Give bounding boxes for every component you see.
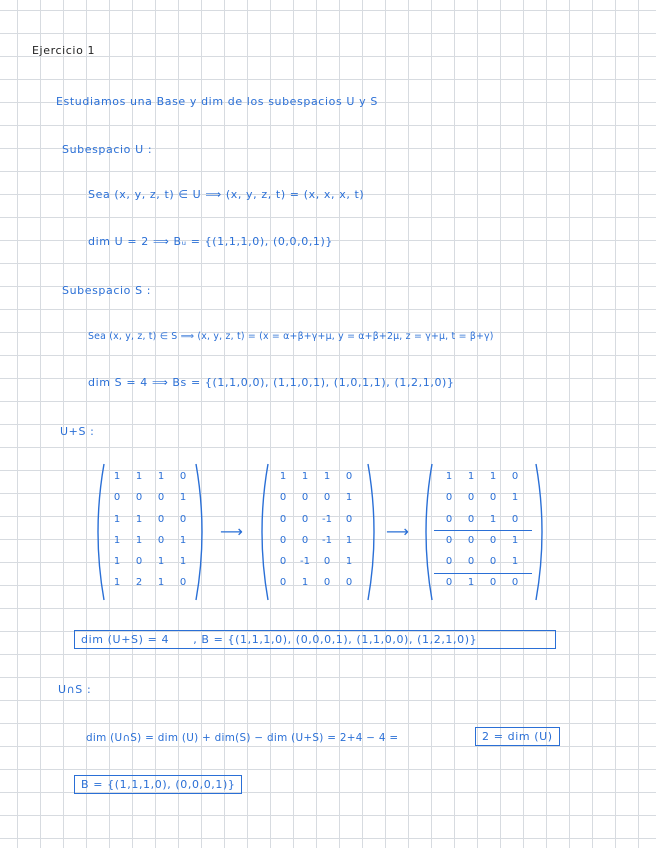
arrow-2: ⟶ xyxy=(386,522,409,541)
matrix-cell: 0 xyxy=(279,534,287,546)
row-strike xyxy=(434,573,532,574)
subspace-s-param: Sea (x, y, z, t) ∈ S ⟹ (x, y, z, t) = (x = α+β+γ+μ, y = α+β+2μ, z = γ+μ, t = β+γ) xyxy=(88,331,494,342)
subspace-u-heading: Subespacio U : xyxy=(62,143,153,156)
matrix-cell: 0 xyxy=(489,492,497,504)
matrix-cell: 1 xyxy=(467,471,475,482)
matrix-cell: -1 xyxy=(322,534,332,546)
sum-result-box xyxy=(74,630,556,649)
matrix-cell: 1 xyxy=(489,513,497,525)
matrix-cell: 0 xyxy=(445,534,453,546)
matrix-cell: 0 xyxy=(113,492,121,504)
subspace-s-basis: dim S = 4 ⟹ Bs = {(1,1,0,0), (1,1,0,1), (1,0,1,1), (1,2,1,0)} xyxy=(88,376,455,389)
matrix-cell: 0 xyxy=(445,556,453,568)
intersection-heading: U∩S : xyxy=(58,683,92,696)
matrix-cell: 0 xyxy=(511,471,519,482)
matrix-cell: 0 xyxy=(511,513,519,525)
matrix-1 xyxy=(92,462,208,602)
matrix-cell: 0 xyxy=(135,556,143,568)
matrix-cell: 1 xyxy=(467,577,475,589)
matrix-cell: 0 xyxy=(445,492,453,504)
right-paren-icon xyxy=(366,462,380,602)
matrix-cell: 0 xyxy=(489,556,497,568)
matrix-cell: 0 xyxy=(157,534,165,546)
right-paren-icon xyxy=(534,462,548,602)
subspace-u-basis: dim U = 2 ⟹ Bᵤ = {(1,1,1,0), (0,0,0,1)} xyxy=(88,235,334,248)
matrix-cell: 1 xyxy=(157,556,165,568)
matrix-cell: 1 xyxy=(345,492,353,504)
matrix-cell: 0 xyxy=(467,513,475,525)
matrix-cell: 0 xyxy=(489,577,497,589)
matrix-cell: 0 xyxy=(345,513,353,525)
matrix-cell: -1 xyxy=(300,556,310,568)
matrix-cell: 1 xyxy=(279,471,287,482)
subspace-u-param: Sea (x, y, z, t) ∈ U ⟹ (x, y, z, t) = (x, x, x, t) xyxy=(88,188,365,201)
matrix-1-grid xyxy=(106,466,194,594)
matrix-cell: 0 xyxy=(179,513,187,525)
matrix-cell: 1 xyxy=(323,471,331,482)
matrix-cell: 1 xyxy=(179,556,187,568)
intro-line: Estudiamos una Base y dim de los subespacios U y S xyxy=(56,95,378,108)
left-paren-icon xyxy=(256,462,270,602)
matrix-cell: 1 xyxy=(345,556,353,568)
matrix-cell: 1 xyxy=(113,577,121,589)
matrix-cell: 1 xyxy=(445,471,453,482)
matrix-cell: 0 xyxy=(323,556,331,568)
matrix-cell: 1 xyxy=(157,577,165,589)
arrow-1: ⟶ xyxy=(220,522,243,541)
matrix-cell: 0 xyxy=(467,492,475,504)
matrix-cell: 0 xyxy=(323,577,331,589)
matrix-cell: 1 xyxy=(157,471,165,482)
matrix-cell: 0 xyxy=(489,534,497,546)
matrix-cell: 1 xyxy=(135,471,143,482)
matrix-2-grid xyxy=(272,466,360,594)
subspace-s-heading: Subespacio S : xyxy=(62,284,152,297)
intersection-formula: dim (U∩S) = dim (U) + dim(S) − dim (U+S) = 2+4 − 4 = xyxy=(86,732,399,744)
matrix-cell: 0 xyxy=(323,492,331,504)
matrix-cell: 0 xyxy=(279,577,287,589)
matrix-cell: 0 xyxy=(157,513,165,525)
matrix-cell: 1 xyxy=(345,534,353,546)
matrix-cell: -1 xyxy=(322,513,332,525)
row-strike xyxy=(434,530,532,531)
matrix-cell: 2 xyxy=(135,577,143,589)
matrix-cell: 0 xyxy=(157,492,165,504)
matrix-cell: 1 xyxy=(511,492,519,504)
intersection-dim-box: 2 = dim (U) xyxy=(475,727,560,746)
matrix-cell: 0 xyxy=(445,513,453,525)
matrix-cell: 0 xyxy=(445,577,453,589)
matrix-cell: 1 xyxy=(113,471,121,482)
matrix-cell: 1 xyxy=(511,556,519,568)
left-paren-icon xyxy=(92,462,106,602)
sum-basis: , B = {(1,1,1,0), (0,0,0,1), (1,1,0,0), (1,2,1,0)} xyxy=(193,633,478,646)
matrix-cell: 1 xyxy=(135,513,143,525)
matrix-cell: 0 xyxy=(179,471,187,482)
matrix-cell: 0 xyxy=(179,577,187,589)
matrix-cell: 1 xyxy=(135,534,143,546)
matrix-cell: 0 xyxy=(345,577,353,589)
intersection-basis-box: B = {(1,1,1,0), (0,0,0,1)} xyxy=(74,775,242,794)
matrix-2 xyxy=(256,462,380,602)
matrix-cell: 1 xyxy=(511,534,519,546)
matrix-cell: 0 xyxy=(279,492,287,504)
matrix-cell: 1 xyxy=(301,577,309,589)
matrix-cell: 0 xyxy=(301,513,309,525)
matrix-cell: 0 xyxy=(301,492,309,504)
matrix-cell: 0 xyxy=(135,492,143,504)
matrix-cell: 1 xyxy=(113,556,121,568)
page-title: Ejercicio 1 xyxy=(32,44,96,57)
matrix-3 xyxy=(420,462,548,602)
matrix-cell: 0 xyxy=(467,556,475,568)
matrix-cell: 1 xyxy=(179,492,187,504)
matrix-cell: 1 xyxy=(179,534,187,546)
matrix-cell: 0 xyxy=(279,556,287,568)
matrix-cell: 1 xyxy=(113,534,121,546)
sum-heading: U+S : xyxy=(60,425,95,438)
matrix-cell: 0 xyxy=(279,513,287,525)
matrix-cell: 0 xyxy=(345,471,353,482)
matrix-cell: 1 xyxy=(113,513,121,525)
matrix-cell: 0 xyxy=(301,534,309,546)
right-paren-icon xyxy=(194,462,208,602)
left-paren-icon xyxy=(420,462,434,602)
sum-dim: dim (U+S) = 4 xyxy=(81,633,170,646)
matrix-cell: 0 xyxy=(467,534,475,546)
matrix-cell: 1 xyxy=(301,471,309,482)
matrix-cell: 1 xyxy=(489,471,497,482)
matrix-cell: 0 xyxy=(511,577,519,589)
